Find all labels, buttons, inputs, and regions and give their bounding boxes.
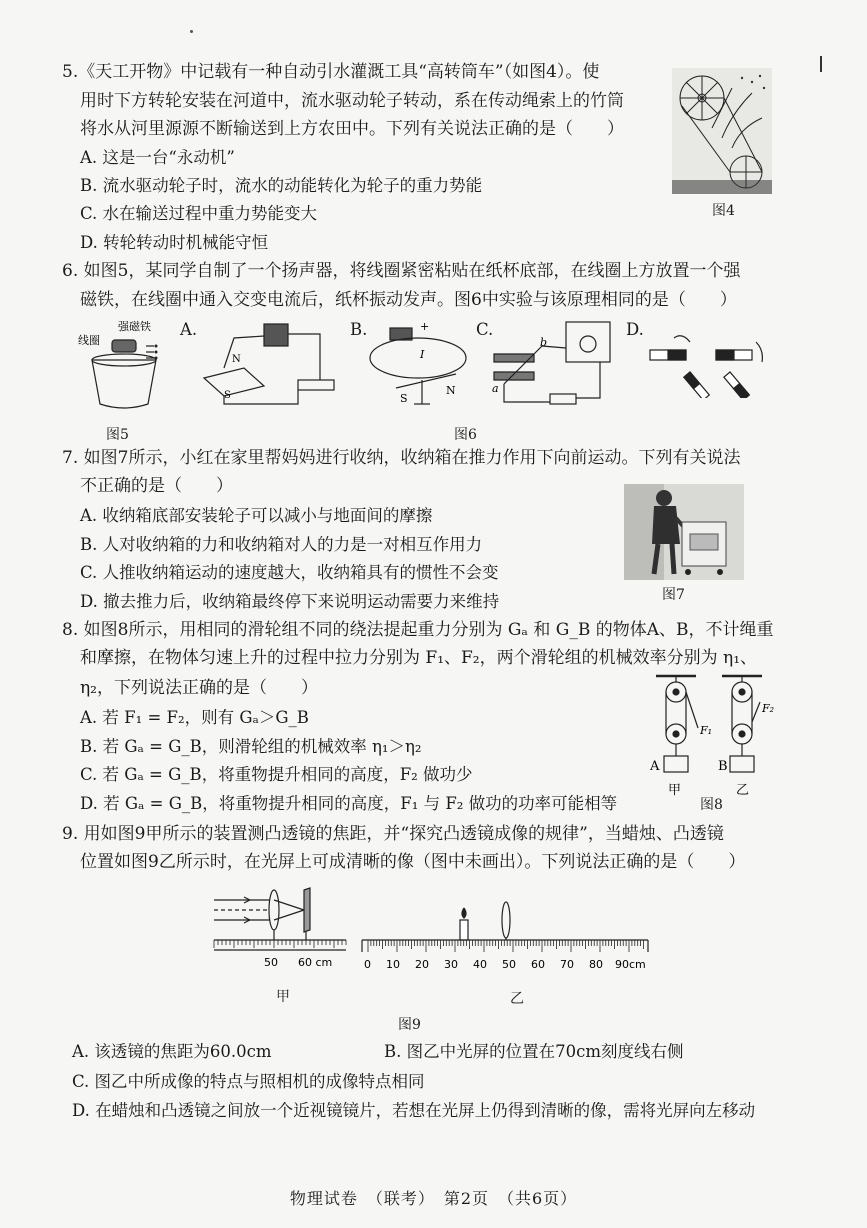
figure-8-pulleys [646, 672, 786, 812]
fig6-c-b-label: b [540, 336, 548, 349]
fig6-c-a-label: a [492, 382, 499, 395]
fig9-yi-tick-20: 20 [415, 958, 429, 971]
q9-option-a: A. 该透镜的焦距为60.0cm [72, 1042, 272, 1061]
fig6-b-s-label: S [400, 392, 408, 405]
q9-option-c: C. 图乙中所成像的特点与照相机的成像特点相同 [72, 1072, 425, 1091]
q5-stem-line-2: 用时下方转轮安装在河道中，流水驱动轮子转动，系在传动绳索上的竹筒 [80, 91, 624, 111]
q5-option-b: B. 流水驱动轮子时，流水的动能转化为轮子的重力势能 [80, 176, 483, 195]
fig6-a-circuit [194, 318, 344, 406]
figure-7-photo [624, 484, 744, 580]
fig9-yi-tick-30: 30 [444, 958, 458, 971]
figure-5-caption: 图5 [106, 427, 129, 443]
fig6-option-d: D. [626, 320, 644, 339]
fig6-b-current-label: I [420, 348, 425, 361]
fig6-a-s-label: S [224, 390, 231, 401]
q9-stem-line-1: 9. 用如图9甲所示的装置测凸透镜的焦距，并“探究凸透镜成像的规律”，当蜡烛、凸透镜 [62, 824, 724, 844]
q5-option-a: A. 这是一台“永动机” [80, 148, 235, 167]
figure-6-caption: 图6 [454, 427, 477, 443]
scan-dot [190, 30, 193, 33]
fig6-option-a: A. [180, 320, 198, 339]
fig9-yi-tick-40: 40 [473, 958, 487, 971]
fig5-coil-label: 线圈 [78, 334, 100, 347]
fig8-b-label: B [718, 759, 728, 774]
q8-option-b: B. 若 Gₐ = G_B，则滑轮组的机械效率 η₁＞η₂ [80, 737, 422, 756]
fig6-d-magnets [646, 322, 776, 398]
q9-option-d: D. 在蜡烛和凸透镜之间放一个近视镜镜片，若想在光屏上仍得到清晰的像，需将光屏向左移动 [72, 1101, 756, 1120]
q7-stem-line-2: 不正确的是（ ） [80, 476, 233, 496]
q5-option-c: C. 水在输送过程中重力势能变大 [80, 204, 318, 223]
fig6-b-plus-label: + [420, 320, 430, 333]
figure-4-caption: 图4 [712, 203, 735, 219]
fig9-yi-tick-80: 80 [589, 958, 603, 971]
q8-stem-line-1: 8. 如图8所示，用相同的滑轮组不同的绕法提起重力分别为 Gₐ 和 G_B 的物体A、B，不计绳重 [62, 620, 774, 640]
figure-9-caption: 图9 [398, 1017, 421, 1033]
fig6-b-oersted [366, 318, 476, 410]
q8-stem-line-2: 和摩擦，在物体匀速上升的过程中拉力分别为 F₁、F₂，两个滑轮组的机械效率分别为 η₁、 [80, 648, 758, 668]
fig6-option-b: B. [350, 320, 368, 339]
scan-mark [820, 56, 822, 72]
q5-option-d: D. 转轮转动时机械能守恒 [80, 233, 269, 252]
q5-stem-line-3: 将水从河里源源不断输送到上方农田中。下列有关说法正确的是（ ） [80, 119, 624, 139]
figure-9-jia-apparatus [210, 884, 350, 976]
figure-5-speaker [74, 316, 174, 416]
fig8-jia-label: 甲 [668, 783, 682, 798]
q6-stem-line-1: 6. 如图5，某同学自制了一个扬声器，将线圈紧密粘贴在纸杯底部，在线圈上方放置一个强 [62, 261, 741, 281]
fig8-yi-label: 乙 [736, 783, 750, 798]
fig9-yi-tick-60: 60 [531, 958, 545, 971]
fig9-yi-tick-50: 50 [502, 958, 516, 971]
figure-9-yi-label: 乙 [510, 991, 524, 1007]
fig9-yi-tick-10: 10 [386, 958, 400, 971]
figure-4-water-wheel [672, 68, 772, 194]
q7-option-d: D. 撤去推力后，收纳箱最终停下来说明运动需要力来维持 [80, 592, 500, 611]
fig5-magnet-label: 强磁铁 [118, 320, 151, 333]
fig6-b-n-label: N [446, 384, 456, 397]
q5-stem-line-1: 5.《天工开物》中记载有一种自动引水灌溉工具“高转筒车”（如图4）。使 [62, 62, 600, 82]
q8-option-d: D. 若 Gₐ = G_B，将重物提升相同的高度，F₁ 与 F₂ 做功的功率可能相等 [80, 794, 618, 813]
fig8-f1-label: F₁ [700, 724, 713, 737]
fig9-yi-tick-90: 90cm [615, 958, 646, 971]
q7-option-c: C. 人推收纳箱运动的速度越大，收纳箱具有的惯性不会变 [80, 563, 499, 582]
q9-option-b: B. 图乙中光屏的位置在70cm刻度线右侧 [384, 1042, 684, 1061]
fig9-jia-tick-50: 50 [264, 956, 278, 969]
figure-8-caption: 图8 [700, 797, 723, 813]
fig9-jia-tick-60: 60 cm [298, 956, 333, 969]
q8-option-c: C. 若 Gₐ = G_B，将重物提升相同的高度，F₂ 做功少 [80, 765, 473, 784]
fig6-a-n-label: N [232, 354, 241, 365]
fig6-c-induction [490, 318, 620, 410]
q6-stem-line-2: 磁铁，在线圈中通入交变电流后，纸杯振动发声。图6中实验与该原理相同的是（ ） [80, 290, 737, 310]
q8-option-a: A. 若 F₁ = F₂，则有 Gₐ＞G_B [80, 708, 309, 727]
fig8-a-label: A [650, 759, 660, 774]
figure-9-jia-label: 甲 [276, 989, 290, 1005]
q8-stem-line-3: η₂，下列说法正确的是（ ） [80, 678, 318, 698]
q7-option-b: B. 人对收纳箱的力和收纳箱对人的力是一对相互作用力 [80, 535, 483, 554]
fig6-option-c: C. [476, 320, 494, 339]
fig9-yi-tick-0: 0 [364, 958, 371, 971]
q7-option-a: A. 收纳箱底部安装轮子可以减小与地面间的摩擦 [80, 506, 433, 525]
page-footer: 物理试卷 （联考） 第2页 （共6页） [289, 1189, 578, 1208]
q9-stem-line-2: 位置如图9乙所示时，在光屏上可成清晰的像（图中未画出）。下列说法正确的是（ ） [80, 852, 746, 872]
fig9-yi-tick-70: 70 [560, 958, 574, 971]
figure-7-caption: 图7 [662, 587, 685, 603]
q7-stem-line-1: 7. 如图7所示，小红在家里帮妈妈进行收纳，收纳箱在推力作用下向前运动。下列有关说法 [62, 448, 741, 468]
figure-9-yi-bench [360, 896, 650, 976]
fig8-f2-label: F₂ [762, 702, 775, 715]
